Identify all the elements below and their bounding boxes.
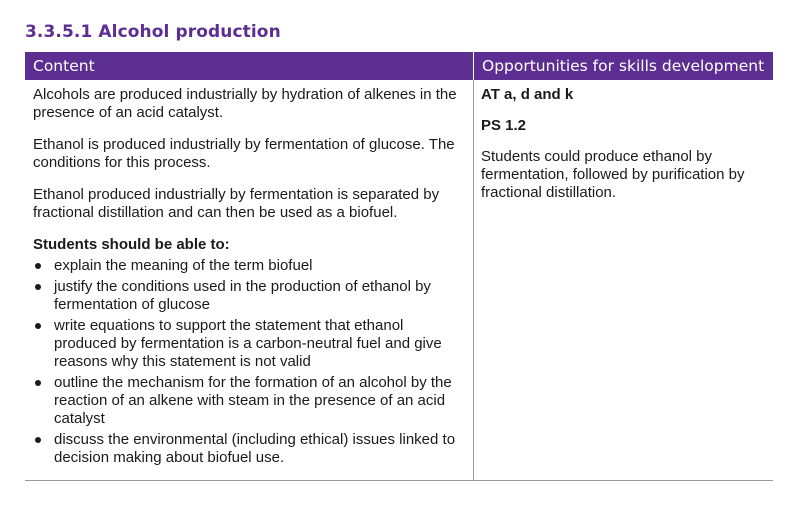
outcomes-list bbox=[33, 257, 465, 467]
skills-cell bbox=[474, 80, 774, 481]
apparatus-technique-code: AT a, d and k bbox=[481, 86, 574, 103]
skills-column-header: Opportunities for skills development bbox=[474, 52, 774, 80]
list-item: write equations to support the statement that ethanol produced by fermentation is a carbon-neutral fuel and give reasons why this statement is not valid bbox=[33, 317, 465, 371]
content-paragraph: Ethanol is produced industrially by fermentation of glucose. The conditions for this process. bbox=[33, 136, 455, 171]
list-item: discuss the environmental (including ethical) issues linked to decision making about biofuel use. bbox=[33, 431, 465, 467]
content-column-header: Content bbox=[25, 52, 474, 80]
content-paragraph: Alcohols are produced industrially by hydration of alkenes in the presence of an acid catalyst. bbox=[33, 86, 457, 121]
table-row bbox=[25, 80, 773, 481]
section-title: 3.3.5.1 Alcohol production bbox=[25, 22, 281, 42]
list-item: outline the mechanism for the formation of an alcohol by the reaction of an alkene with steam in the presence of an acid catalyst bbox=[33, 374, 465, 428]
students-subheading: Students should be able to: bbox=[33, 236, 230, 253]
spec-table bbox=[25, 52, 773, 481]
skills-description: Students could produce ethanol by fermentation, followed by purification by fractional distillation. bbox=[481, 148, 745, 201]
table-header-row bbox=[25, 52, 773, 80]
practical-skill-code: PS 1.2 bbox=[481, 117, 527, 134]
content-paragraph: Ethanol produced industrially by fermentation is separated by fractional distillation and can then be used as a biofuel. bbox=[33, 186, 440, 221]
list-item: justify the conditions used in the production of ethanol by fermentation of glucose bbox=[33, 278, 465, 314]
content-cell bbox=[25, 80, 474, 481]
list-item: explain the meaning of the term biofuel bbox=[33, 257, 465, 275]
